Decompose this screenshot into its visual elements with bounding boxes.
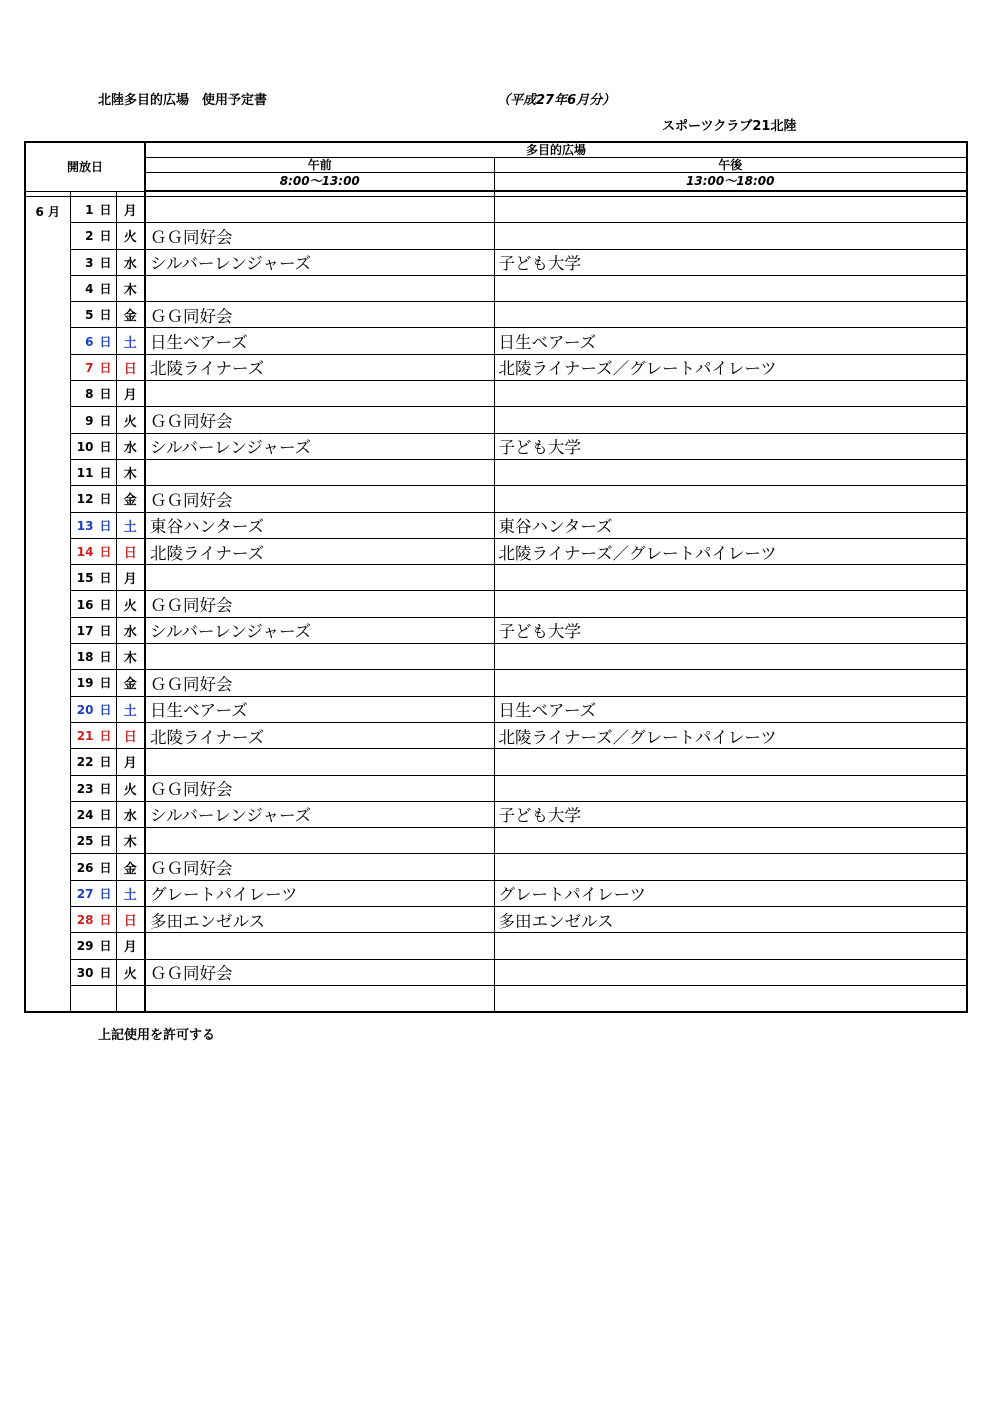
pm-booking: [494, 591, 967, 617]
weekday-cell: 金: [116, 854, 145, 880]
month-cell: 6 月: [25, 197, 70, 1013]
weekday-cell: 月: [116, 749, 145, 775]
weekday-cell: 火: [116, 407, 145, 433]
day-number: 3: [85, 255, 94, 270]
table-row: [25, 722, 967, 748]
day-cell: [70, 538, 116, 564]
day-suffix: 日: [99, 308, 112, 323]
day-suffix: 日: [99, 807, 112, 822]
day-suffix: 日: [99, 203, 112, 218]
day-cell: [70, 354, 116, 380]
weekday-cell: 日: [116, 538, 145, 564]
table-row: [25, 328, 967, 354]
pm-booking: [494, 565, 967, 591]
day-suffix: 日: [99, 518, 112, 533]
weekday-cell: 日: [116, 907, 145, 933]
table-row: [25, 486, 967, 512]
day-cell: [70, 775, 116, 801]
pm-booking: [494, 670, 967, 696]
day-suffix: 日: [99, 282, 112, 297]
pm-booking: [494, 828, 967, 854]
day-number: 29: [76, 939, 94, 954]
pm-booking: 子ども大学: [494, 433, 967, 459]
table-row: [25, 880, 967, 906]
organization-name: スポーツクラブ21北陸: [662, 119, 797, 134]
am-booking: シルバーレンジャーズ: [145, 249, 494, 275]
day-suffix: 日: [99, 439, 112, 454]
open-day-header: 開放日: [25, 142, 145, 191]
day-cell: [70, 933, 116, 959]
weekday-cell: 木: [116, 459, 145, 485]
day-number: 20: [76, 702, 94, 717]
day-suffix: 日: [99, 545, 112, 559]
day-number: 12: [76, 492, 94, 507]
pm-booking: 子ども大学: [494, 249, 967, 275]
day-suffix: 日: [99, 360, 112, 375]
am-booking: [145, 381, 494, 407]
weekday-cell: 火: [116, 775, 145, 801]
day-cell: [70, 749, 116, 775]
day-suffix: 日: [99, 255, 112, 270]
day-cell: [70, 591, 116, 617]
day-number: 6: [85, 334, 94, 349]
day-cell: [70, 828, 116, 854]
pm-time-header: 13:00～18:00: [494, 173, 967, 192]
day-suffix: 日: [99, 702, 112, 717]
day-cell: [70, 644, 116, 670]
weekday-cell: 木: [116, 275, 145, 301]
day-suffix: 日: [99, 387, 112, 402]
day-suffix: 日: [99, 650, 112, 665]
table-row: [25, 459, 967, 485]
table-row: [25, 591, 967, 617]
am-booking: ＧＧ同好会: [145, 959, 494, 985]
am-booking: ＧＧ同好会: [145, 854, 494, 880]
table-row: [25, 407, 967, 433]
day-number: 4: [85, 282, 94, 297]
day-suffix: 日: [99, 755, 112, 770]
table-row: [25, 907, 967, 933]
table-row: [25, 617, 967, 643]
day-number: 25: [76, 834, 94, 849]
day-cell: [70, 407, 116, 433]
day-cell: [70, 302, 116, 328]
weekday-cell: 月: [116, 565, 145, 591]
pm-booking: 北陵ライナーズ／グレートパイレーツ: [494, 354, 967, 380]
day-cell: [70, 381, 116, 407]
day-cell: [70, 223, 116, 249]
am-booking: 日生ベアーズ: [145, 696, 494, 722]
day-cell: [70, 433, 116, 459]
table-row: [25, 538, 967, 564]
pm-booking: [494, 407, 967, 433]
table-row: [25, 670, 967, 696]
table-row: [25, 381, 967, 407]
empty-cell: [145, 985, 494, 1012]
am-booking: [145, 459, 494, 485]
weekday-cell: 火: [116, 223, 145, 249]
day-cell: [70, 670, 116, 696]
weekday-cell: 水: [116, 801, 145, 827]
am-booking: ＧＧ同好会: [145, 775, 494, 801]
day-number: 24: [76, 807, 94, 822]
day-cell: [70, 197, 116, 223]
day-cell: [70, 565, 116, 591]
weekday-cell: 日: [116, 722, 145, 748]
day-cell: [70, 512, 116, 538]
pm-booking: [494, 486, 967, 512]
document-title: 北陸多目的広場 使用予定書: [98, 93, 268, 108]
pm-booking: [494, 749, 967, 775]
day-number: 19: [76, 676, 94, 691]
day-number: 5: [85, 308, 94, 323]
pm-booking: [494, 933, 967, 959]
venue-header: 多目的広場: [145, 142, 967, 158]
day-number: 17: [76, 623, 94, 638]
day-number: 13: [76, 518, 94, 533]
pm-booking: 多田エンゼルス: [494, 907, 967, 933]
day-number: 27: [76, 886, 94, 901]
pm-booking: [494, 644, 967, 670]
day-suffix: 日: [99, 597, 112, 612]
day-cell: [70, 249, 116, 275]
schedule-table: [24, 141, 968, 1013]
weekday-cell: 土: [116, 880, 145, 906]
day-suffix: 日: [99, 886, 112, 901]
day-cell: [70, 801, 116, 827]
pm-header: 午後: [494, 158, 967, 173]
day-cell: [70, 486, 116, 512]
am-booking: 北陵ライナーズ: [145, 538, 494, 564]
am-booking: シルバーレンジャーズ: [145, 617, 494, 643]
day-suffix: 日: [99, 623, 112, 638]
am-booking: [145, 828, 494, 854]
empty-cell: [116, 985, 145, 1012]
day-number: 8: [85, 387, 94, 402]
am-booking: 東谷ハンターズ: [145, 512, 494, 538]
empty-row: [25, 985, 967, 1012]
pm-booking: [494, 854, 967, 880]
weekday-cell: 水: [116, 249, 145, 275]
day-cell: [70, 696, 116, 722]
table-row: [25, 197, 967, 223]
am-booking: 北陵ライナーズ: [145, 354, 494, 380]
day-cell: [70, 907, 116, 933]
pm-booking: 日生ベアーズ: [494, 328, 967, 354]
weekday-cell: 水: [116, 433, 145, 459]
pm-booking: [494, 775, 967, 801]
table-row: [25, 354, 967, 380]
weekday-cell: 金: [116, 670, 145, 696]
weekday-cell: 金: [116, 486, 145, 512]
day-suffix: 日: [99, 334, 112, 349]
am-booking: [145, 275, 494, 301]
am-booking: ＧＧ同好会: [145, 486, 494, 512]
day-suffix: 日: [99, 229, 112, 244]
empty-cell: [494, 985, 967, 1012]
table-row: [25, 801, 967, 827]
approval-text: 上記使用を許可する: [98, 1028, 216, 1043]
am-booking: [145, 749, 494, 775]
pm-booking: 北陵ライナーズ／グレートパイレーツ: [494, 538, 967, 564]
table-row: [25, 828, 967, 854]
table-row: [25, 854, 967, 880]
table-row: [25, 933, 967, 959]
pm-booking: [494, 197, 967, 223]
pm-booking: [494, 302, 967, 328]
day-number: 22: [76, 755, 94, 770]
day-number: 2: [85, 229, 94, 244]
weekday-cell: 月: [116, 381, 145, 407]
pm-booking: 子ども大学: [494, 801, 967, 827]
day-number: 16: [76, 597, 94, 612]
weekday-cell: 水: [116, 617, 145, 643]
day-cell: [70, 617, 116, 643]
weekday-cell: 火: [116, 959, 145, 985]
weekday-cell: 木: [116, 644, 145, 670]
day-cell: [70, 880, 116, 906]
weekday-cell: 日: [116, 354, 145, 380]
weekday-cell: 木: [116, 828, 145, 854]
day-number: 15: [76, 571, 94, 586]
am-booking: ＧＧ同好会: [145, 407, 494, 433]
day-number: 9: [85, 413, 94, 428]
weekday-cell: 火: [116, 591, 145, 617]
pm-booking: 日生ベアーズ: [494, 696, 967, 722]
table-row: [25, 249, 967, 275]
day-suffix: 日: [99, 676, 112, 691]
am-booking: シルバーレンジャーズ: [145, 801, 494, 827]
weekday-cell: 土: [116, 512, 145, 538]
document-period: （平成27年6月分）: [497, 93, 616, 108]
pm-booking: [494, 223, 967, 249]
day-suffix: 日: [99, 466, 112, 481]
day-suffix: 日: [99, 413, 112, 428]
day-number: 1: [85, 203, 94, 218]
weekday-cell: 土: [116, 328, 145, 354]
am-booking: グレートパイレーツ: [145, 880, 494, 906]
am-booking: シルバーレンジャーズ: [145, 433, 494, 459]
pm-booking: グレートパイレーツ: [494, 880, 967, 906]
table-row: [25, 775, 967, 801]
day-suffix: 日: [99, 860, 112, 875]
am-booking: [145, 565, 494, 591]
pm-booking: [494, 275, 967, 301]
day-number: 18: [76, 650, 94, 665]
day-number: 30: [76, 965, 94, 980]
table-row: [25, 302, 967, 328]
pm-booking: [494, 381, 967, 407]
am-booking: [145, 644, 494, 670]
day-number: 7: [85, 360, 94, 375]
day-number: 28: [76, 913, 94, 928]
day-cell: [70, 328, 116, 354]
table-row: [25, 223, 967, 249]
pm-booking: 子ども大学: [494, 617, 967, 643]
pm-booking: 東谷ハンターズ: [494, 512, 967, 538]
table-row: [25, 644, 967, 670]
am-booking: ＧＧ同好会: [145, 591, 494, 617]
table-row: [25, 749, 967, 775]
day-suffix: 日: [99, 571, 112, 586]
day-suffix: 日: [99, 781, 112, 796]
am-header: 午前: [145, 158, 494, 173]
table-row: [25, 512, 967, 538]
day-number: 21: [76, 729, 94, 744]
day-cell: [70, 854, 116, 880]
table-row: [25, 696, 967, 722]
day-suffix: 日: [99, 965, 112, 980]
day-suffix: 日: [99, 729, 112, 744]
day-suffix: 日: [99, 913, 112, 928]
day-cell: [70, 275, 116, 301]
day-suffix: 日: [99, 939, 112, 954]
day-number: 10: [76, 439, 94, 454]
am-booking: 多田エンゼルス: [145, 907, 494, 933]
table-row: [25, 565, 967, 591]
table-row: [25, 959, 967, 985]
day-suffix: 日: [99, 492, 112, 507]
am-booking: [145, 197, 494, 223]
am-booking: ＧＧ同好会: [145, 670, 494, 696]
am-booking: 日生ベアーズ: [145, 328, 494, 354]
day-cell: [70, 959, 116, 985]
am-time-header: 8:00～13:00: [145, 173, 494, 192]
day-number: 23: [76, 781, 94, 796]
am-booking: 北陵ライナーズ: [145, 722, 494, 748]
empty-cell: [70, 985, 116, 1012]
day-number: 26: [76, 860, 94, 875]
weekday-cell: 月: [116, 197, 145, 223]
pm-booking: [494, 459, 967, 485]
weekday-cell: 金: [116, 302, 145, 328]
weekday-cell: 月: [116, 933, 145, 959]
day-number: 14: [76, 545, 94, 559]
table-row: [25, 275, 967, 301]
weekday-cell: 土: [116, 696, 145, 722]
pm-booking: [494, 959, 967, 985]
am-booking: ＧＧ同好会: [145, 223, 494, 249]
pm-booking: 北陵ライナーズ／グレートパイレーツ: [494, 722, 967, 748]
day-cell: [70, 722, 116, 748]
day-cell: [70, 459, 116, 485]
am-booking: ＧＧ同好会: [145, 302, 494, 328]
day-suffix: 日: [99, 834, 112, 849]
table-row: [25, 433, 967, 459]
am-booking: [145, 933, 494, 959]
day-number: 11: [76, 466, 94, 481]
